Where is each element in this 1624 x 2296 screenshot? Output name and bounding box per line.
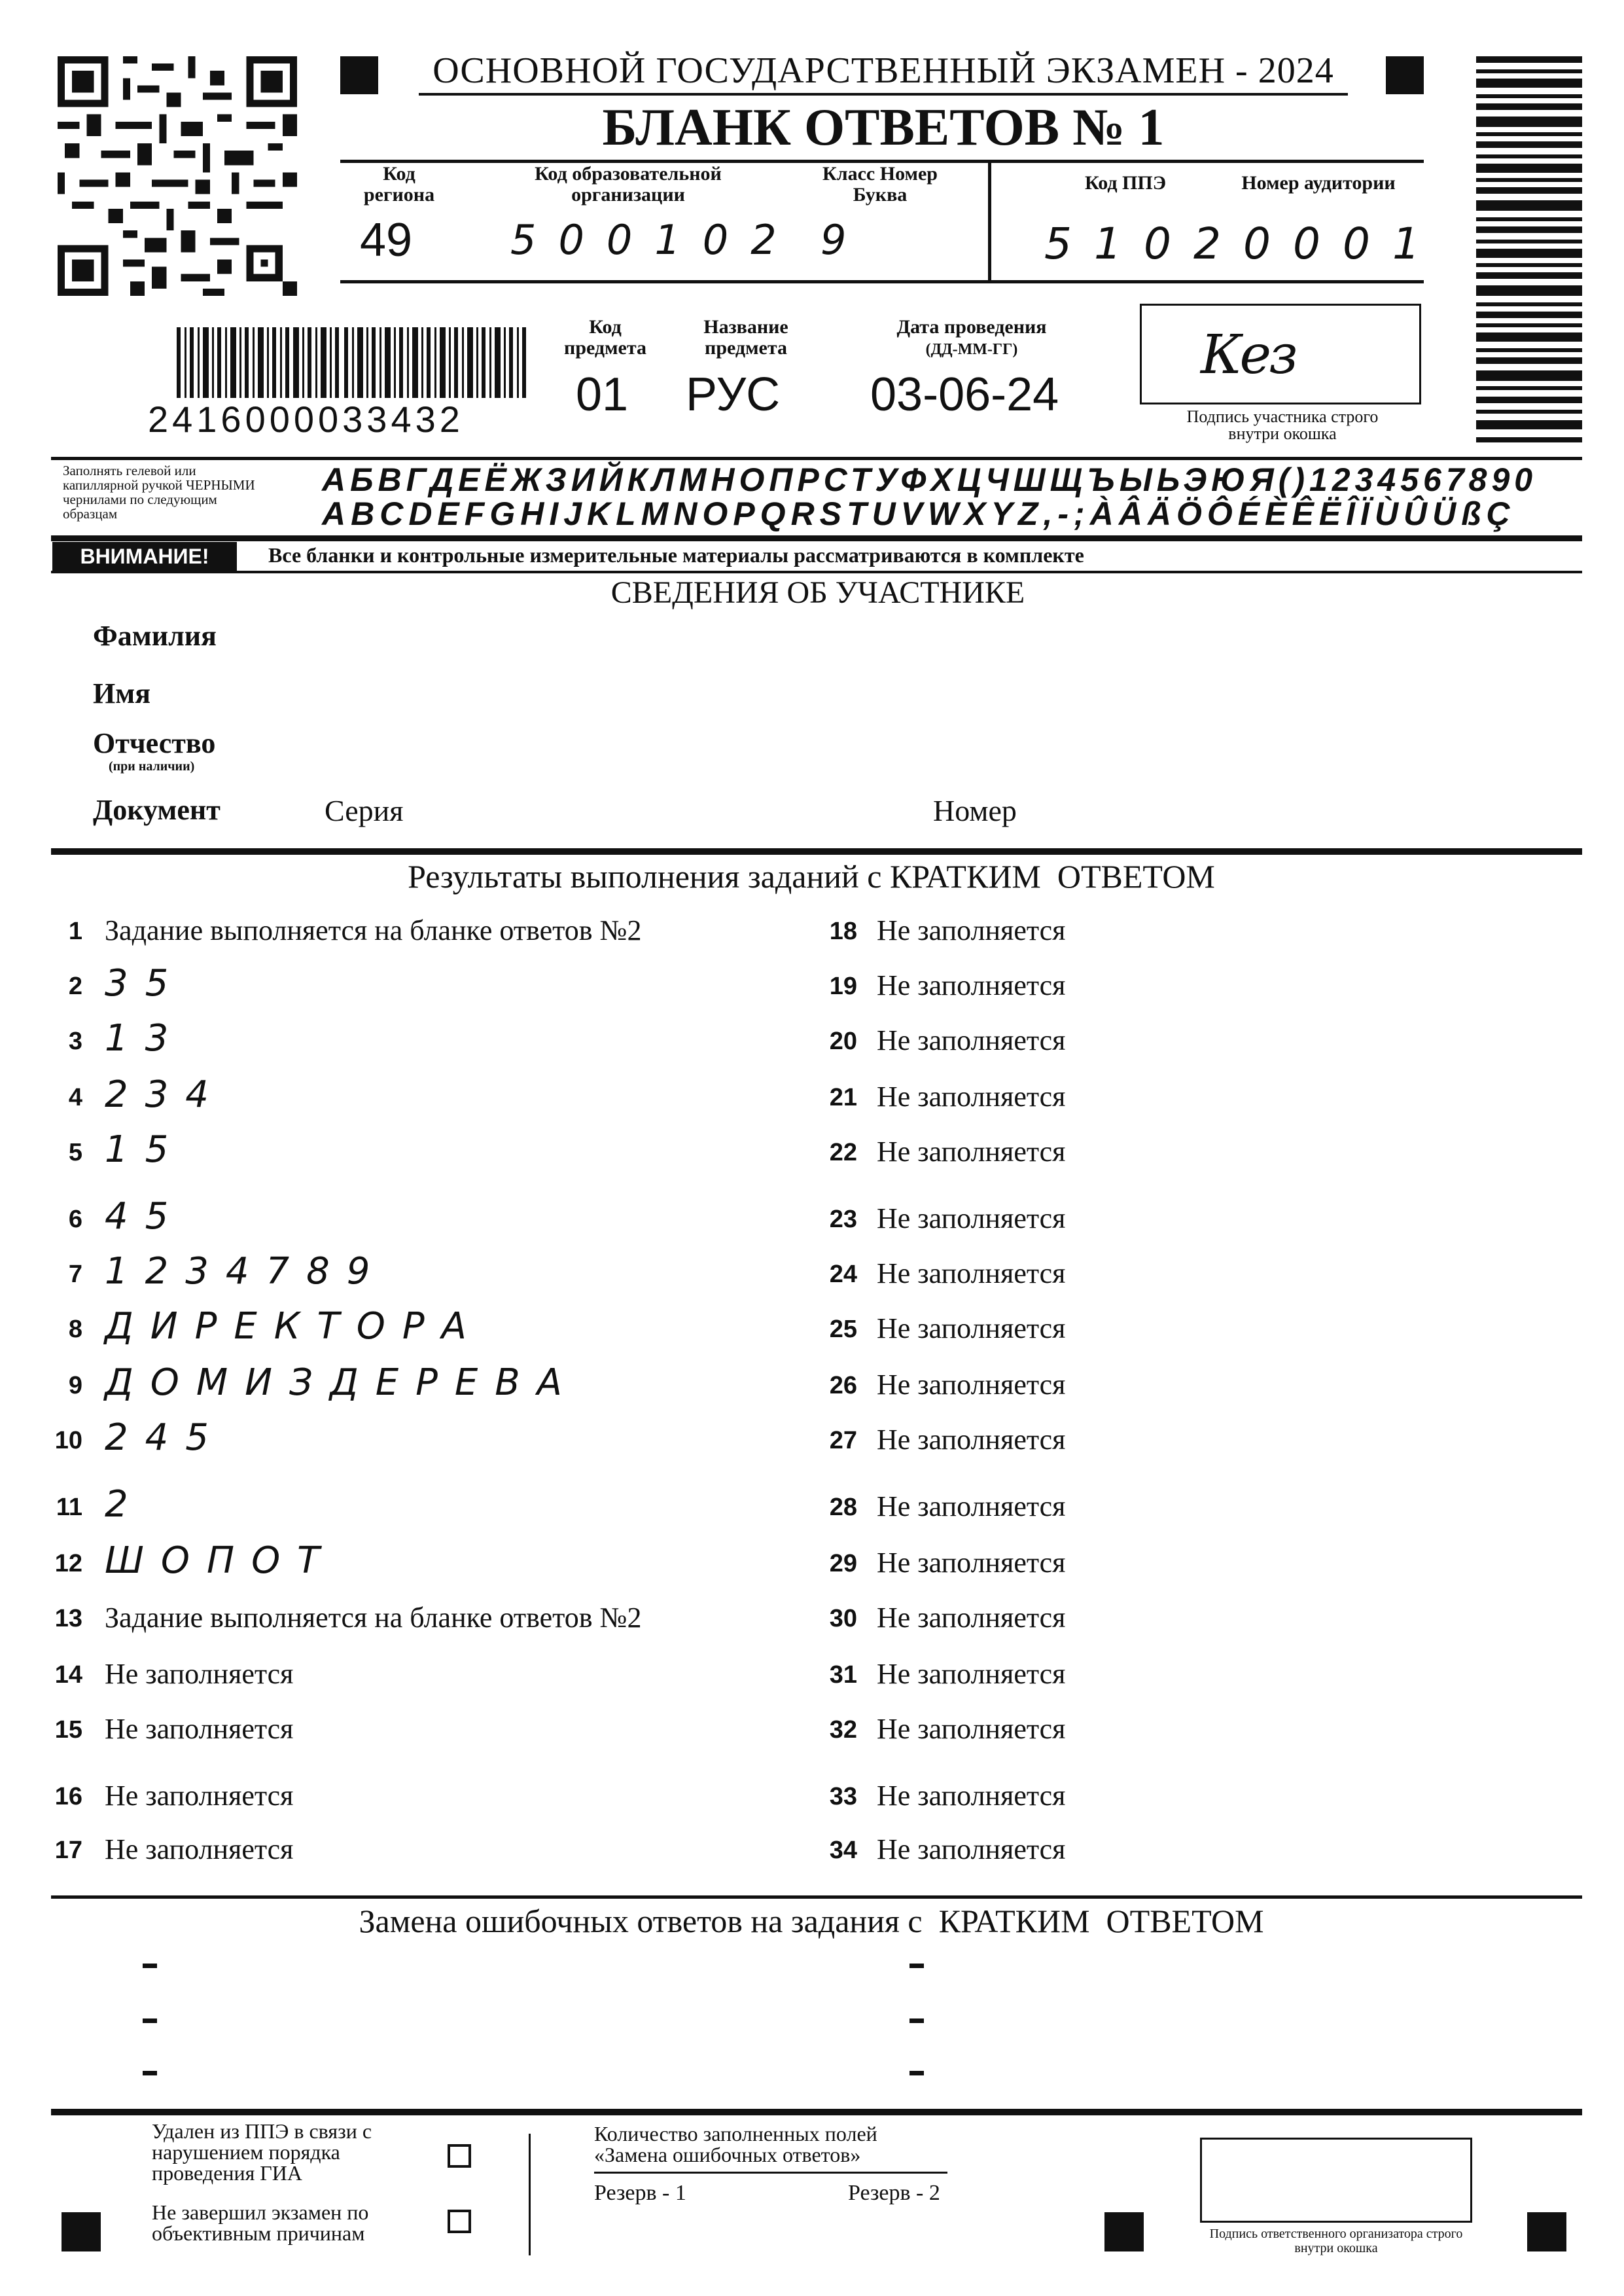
answer-value: Не заполняется [877, 1658, 1066, 1690]
participant-section-title: СВЕДЕНИЯ ОБ УЧАСТНИКЕ [610, 575, 1025, 610]
answer-value: Не заполняется [877, 1713, 1066, 1745]
notice-text: Все бланки и контрольные измерительные материалы рассматриваются в комплекте [268, 543, 1084, 567]
replacement-dash-left-1[interactable] [143, 1964, 157, 1968]
header-box-divider [988, 160, 991, 283]
answer-number: 14 [54, 1661, 82, 1689]
date-value: 03-06-24 [870, 368, 1059, 421]
answer-number: 24 [829, 1261, 857, 1288]
answer-value[interactable]: 35 [105, 962, 186, 1005]
not-finished-label: Не завершил экзамен по объективным причинам [152, 2200, 369, 2245]
header-box-bottom [340, 280, 1424, 283]
alignment-mark-top-left [340, 56, 378, 94]
answer-number: 18 [829, 918, 857, 945]
answer-value: Не заполняется [105, 1780, 294, 1812]
answer-number: 28 [829, 1494, 857, 1521]
answer-number: 1 [68, 918, 82, 945]
side-barcode [1476, 56, 1582, 449]
answers-bottom-rule [51, 1895, 1582, 1899]
alignment-mark-bottom-right [1527, 2212, 1566, 2251]
qr-code [58, 56, 297, 296]
answer-value[interactable]: ШОПОТ [105, 1539, 337, 1582]
removed-checkbox[interactable] [448, 2144, 471, 2168]
removed-label: Удален из ППЭ в связи с нарушением порядка проведения ГИА [152, 2119, 372, 2185]
answer-value: Не заполняется [105, 1658, 294, 1690]
name-label: Имя [93, 677, 150, 709]
answer-number: 16 [54, 1783, 82, 1810]
class-label: Класс Номер Буква [822, 163, 938, 206]
reserve-1-label: Резерв - 1 [594, 2181, 686, 2205]
answer-value: Не заполняется [877, 1490, 1066, 1522]
answer-value: Задание выполняется на бланке ответов №2 [105, 914, 642, 946]
series-label: Серия [325, 794, 404, 827]
answer-number: 31 [829, 1661, 857, 1689]
answers-section-title: Результаты выполнения заданий с КРАТКИМ ОТВЕТОМ [408, 858, 1215, 895]
answer-value[interactable]: 1234789 [105, 1250, 387, 1293]
answer-number: 33 [829, 1783, 857, 1810]
answer-value: Не заполняется [877, 1602, 1066, 1634]
replacement-section-title: Замена ошибочных ответов на задания с КРАТКИМ ОТВЕТОМ [359, 1903, 1264, 1939]
number-label: Номер [933, 794, 1017, 827]
replacement-dash-right-3[interactable] [909, 2071, 924, 2075]
answer-number: 30 [829, 1605, 857, 1632]
participant-signature: Кез [1201, 324, 1296, 386]
samples-latin: ABCDEFGHIJKLMNOPQRSTUVWXYZ,-;ÀÂÄÖÔÉÈÊËÎÏÙÛÜßÇ [322, 495, 1515, 532]
answer-value[interactable]: 15 [105, 1128, 186, 1171]
answer-number: 20 [829, 1028, 857, 1055]
region-code-label: Код региона [363, 163, 435, 206]
replacement-dash-left-2[interactable] [143, 2018, 157, 2023]
class-value: 9 [821, 216, 861, 264]
answer-number: 25 [829, 1316, 857, 1343]
date-format-label: (ДД-ММ-ГГ) [925, 341, 1018, 358]
region-code-value: 49 [360, 214, 413, 266]
answer-value[interactable]: ДОМИЗДЕРЕВА [105, 1361, 579, 1404]
answer-value: Не заполняется [877, 1424, 1066, 1456]
answer-number: 17 [54, 1837, 82, 1864]
title-underline [419, 93, 1348, 96]
answer-number: 6 [68, 1206, 82, 1233]
answer-value[interactable]: 13 [105, 1017, 186, 1060]
answer-value: Не заполняется [877, 1136, 1066, 1168]
answer-number: 8 [68, 1316, 82, 1343]
patronymic-label: Отчество [93, 727, 216, 759]
subject-name-value: РУС [686, 368, 781, 421]
answer-number: 4 [68, 1084, 82, 1111]
reserve-2-label: Резерв - 2 [848, 2181, 940, 2205]
ppe-code-label: Код ППЭ [1084, 172, 1167, 194]
answer-number: 12 [54, 1550, 82, 1577]
barcode-number: 2416000033432 [148, 398, 540, 440]
document-label: Документ [93, 794, 221, 826]
patronymic-note: (при наличии) [109, 759, 195, 774]
not-finished-checkbox[interactable] [448, 2210, 471, 2233]
surname-label: Фамилия [93, 620, 217, 652]
replacement-dash-right-1[interactable] [909, 1964, 924, 1968]
answer-value: Не заполняется [877, 1833, 1066, 1865]
answer-value[interactable]: ДИРЕКТОРА [105, 1305, 484, 1348]
samples-top-rule [51, 457, 1582, 460]
samples-instruction: Заполнять гелевой или капиллярной ручкой ЧЕРНЫМИ чернилами по следующим образцам [63, 463, 255, 522]
replacement-dash-right-2[interactable] [909, 2018, 924, 2023]
count-underline [594, 2172, 947, 2174]
organizer-signature-box[interactable] [1200, 2138, 1472, 2223]
answer-number: 9 [68, 1372, 82, 1399]
auditorium-value: 0001 [1243, 219, 1442, 269]
notice-top-rule [51, 535, 1582, 541]
subject-code-value: 01 [576, 368, 629, 421]
footer-divider [529, 2134, 531, 2255]
participant-bottom-rule [51, 848, 1582, 855]
answer-value[interactable]: 245 [105, 1416, 226, 1459]
form-title: БЛАНК ОТВЕТОВ № 1 [602, 99, 1165, 156]
subject-code-label: Код предмета [564, 316, 646, 359]
answer-value: Не заполняется [877, 1024, 1066, 1056]
answer-number: 5 [68, 1139, 82, 1166]
answer-number: 2 [68, 973, 82, 1000]
answer-number: 27 [829, 1427, 857, 1454]
participant-signature-box[interactable] [1140, 304, 1421, 404]
answer-value: Не заполняется [877, 1780, 1066, 1812]
answer-value: Задание выполняется на бланке ответов №2 [105, 1602, 642, 1634]
auditorium-label: Номер аудитории [1241, 172, 1396, 194]
count-label: Количество заполненных полей «Замена ошибочных ответов» [594, 2122, 877, 2166]
answer-number: 21 [829, 1084, 857, 1111]
samples-cyrillic: АБВГДЕЁЖЗИЙКЛМНОПРСТУФХЦЧШЩЪЫЬЭЮЯ()1234567890 [322, 461, 1538, 498]
answer-value[interactable]: 234 [105, 1073, 226, 1116]
answer-number: 11 [56, 1494, 82, 1521]
date-label: Дата проведения [896, 316, 1047, 338]
footer-top-rule [51, 2109, 1582, 2115]
alignment-mark-bottom-mid [1104, 2212, 1144, 2251]
answer-number: 22 [829, 1139, 857, 1166]
answer-number: 26 [829, 1372, 857, 1399]
answer-number: 23 [829, 1206, 857, 1233]
answer-number: 7 [68, 1261, 82, 1288]
answer-value[interactable]: 45 [105, 1195, 186, 1238]
answer-value: Не заполняется [877, 1369, 1066, 1401]
alignment-mark-bottom-left [62, 2212, 101, 2251]
answer-value: Не заполняется [877, 1257, 1066, 1289]
subject-name-label: Название предмета [703, 316, 788, 359]
answer-value: Не заполняется [877, 1547, 1066, 1579]
ppe-code-value: 5102 [1044, 219, 1243, 269]
answer-value: Не заполняется [877, 914, 1066, 946]
answer-value: Не заполняется [877, 1202, 1066, 1234]
notice-badge: ВНИМАНИЕ! [52, 542, 237, 571]
answer-value: Не заполняется [105, 1833, 294, 1865]
alignment-mark-top-right [1386, 56, 1424, 94]
answer-value: Не заполняется [877, 969, 1066, 1001]
answer-number: 29 [829, 1550, 857, 1577]
answer-value: Не заполняется [877, 1312, 1066, 1344]
answer-number: 15 [54, 1716, 82, 1744]
answer-number: 10 [54, 1427, 82, 1454]
answer-number: 19 [829, 973, 857, 1000]
exam-title: ОСНОВНОЙ ГОСУДАРСТВЕННЫЙ ЭКЗАМЕН - 2024 [432, 50, 1334, 91]
replacement-dash-left-3[interactable] [143, 2071, 157, 2075]
answer-number: 3 [68, 1028, 82, 1055]
org-code-value: 500102 [510, 216, 799, 264]
answer-number: 13 [54, 1605, 82, 1632]
notice-bottom-rule [51, 571, 1582, 573]
answer-value[interactable]: 2 [105, 1483, 145, 1526]
org-code-label: Код образовательной организации [535, 163, 722, 206]
answer-number: 32 [829, 1716, 857, 1744]
answer-value: Не заполняется [105, 1713, 294, 1745]
signature-caption: Подпись участника строго внутри окошка [1186, 407, 1379, 443]
answer-number: 34 [829, 1837, 857, 1864]
organizer-signature-caption: Подпись ответственного организатора строго внутри окошка [1209, 2227, 1463, 2255]
answer-value: Не заполняется [877, 1081, 1066, 1113]
